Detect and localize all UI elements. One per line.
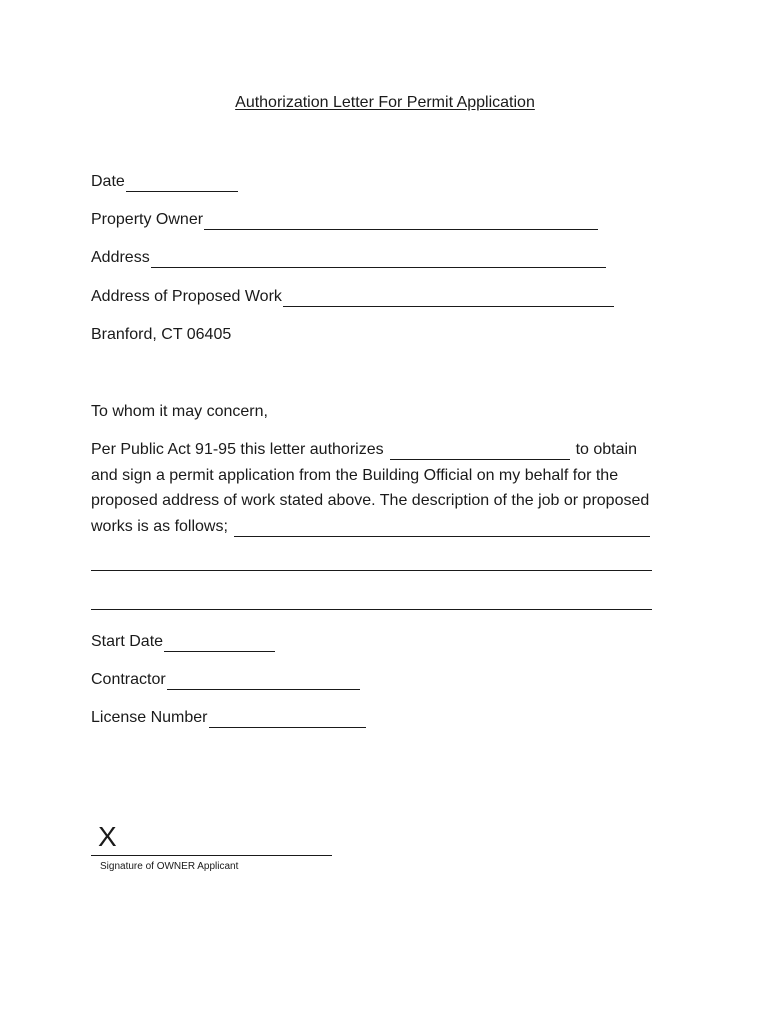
signature-caption: Signature of OWNER Applicant (100, 861, 239, 872)
date-blank[interactable] (126, 177, 238, 192)
address-label: Address (91, 249, 150, 266)
job-description-blank-3[interactable] (91, 609, 652, 610)
body-line-3: proposed address of work stated above. The description of the job or proposed (91, 492, 650, 509)
signature-line[interactable] (91, 855, 332, 856)
license-number-field[interactable] (91, 708, 366, 728)
town-text: Branford, CT 06405 (91, 326, 232, 343)
body-line-1-start: Per Public Act 91-95 this letter authorizes (91, 441, 384, 458)
contractor-field[interactable] (91, 670, 360, 690)
start-date-blank[interactable] (164, 637, 275, 652)
body-line-4 (91, 517, 650, 537)
job-description-blank-2[interactable] (91, 570, 652, 571)
license-number-label: License Number (91, 709, 208, 726)
contractor-label: Contractor (91, 671, 166, 688)
address-of-work-field[interactable] (91, 287, 614, 307)
start-date-field[interactable] (91, 632, 275, 652)
property-owner-field[interactable] (91, 210, 598, 230)
property-owner-label: Property Owner (91, 211, 204, 228)
address-field[interactable] (91, 248, 606, 268)
start-date-label: Start Date (91, 633, 164, 650)
contractor-blank[interactable] (167, 675, 360, 690)
authorized-person-blank[interactable] (390, 445, 570, 460)
body-line-1 (91, 440, 637, 460)
body-line-1-end: to obtain (575, 441, 637, 458)
signature-x-mark: X (98, 821, 117, 852)
address-of-work-label: Address of Proposed Work (91, 288, 282, 305)
job-description-blank-1[interactable] (234, 522, 650, 537)
body-line-2: and sign a permit application from the Building Official on my behalf for the (91, 467, 619, 484)
date-label: Date (91, 173, 125, 190)
license-number-blank[interactable] (209, 713, 366, 728)
date-field[interactable] (91, 172, 238, 192)
body-line-4-start: works is as follows; (91, 518, 228, 535)
salutation: To whom it may concern, (91, 403, 268, 420)
document-title: Authorization Letter For Permit Application (235, 94, 535, 111)
property-owner-blank[interactable] (204, 215, 598, 230)
address-blank[interactable] (151, 253, 606, 268)
address-of-work-blank[interactable] (283, 292, 614, 307)
